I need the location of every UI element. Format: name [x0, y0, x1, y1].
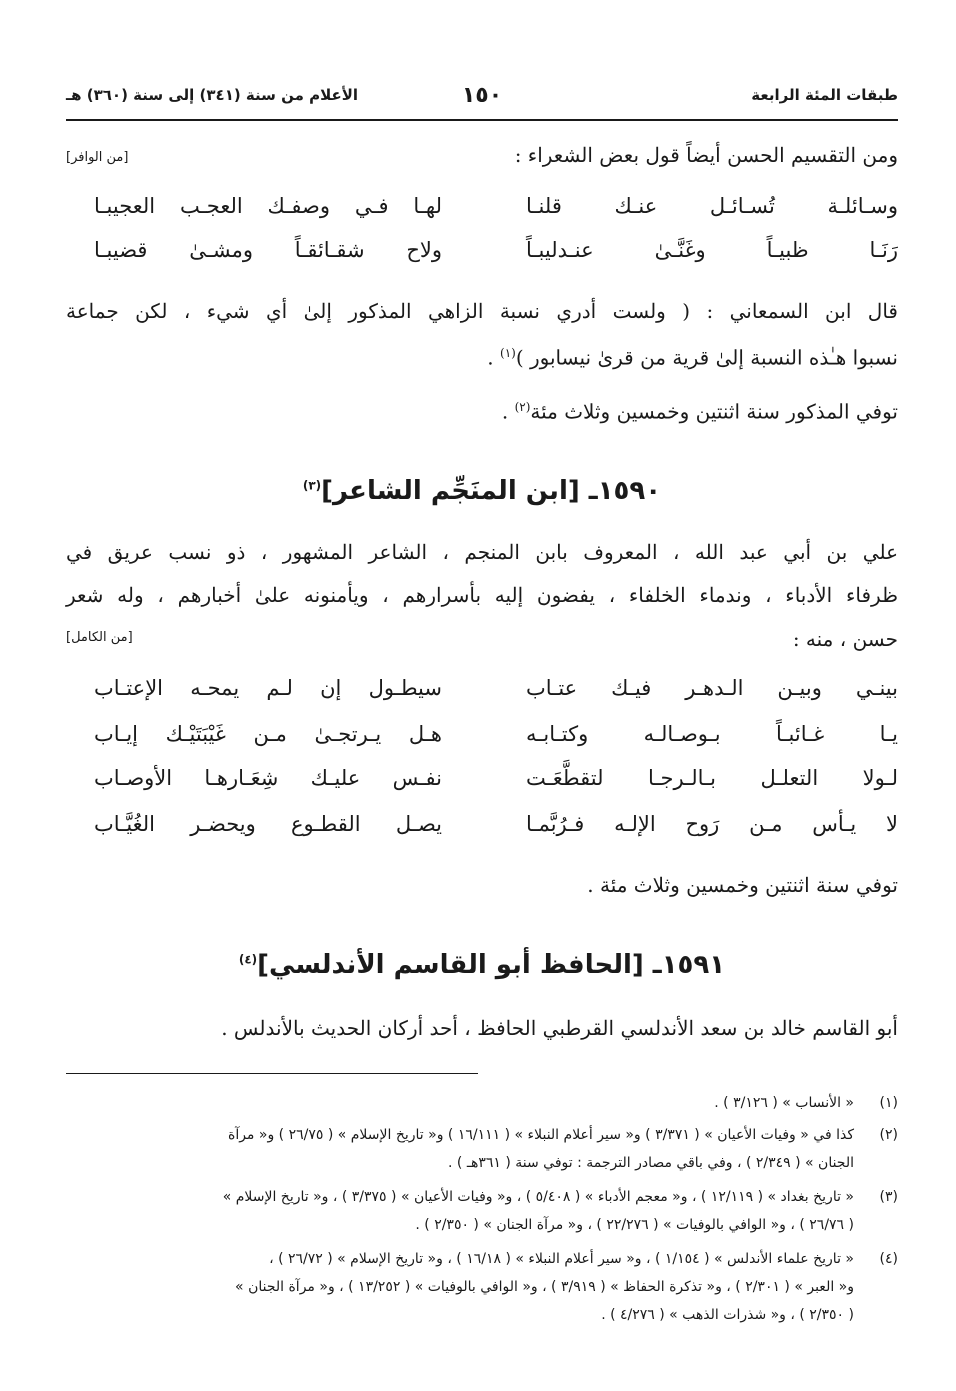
paragraph-end: . [487, 345, 501, 370]
footnote-body [66, 1121, 854, 1177]
footnote-number: (١) [879, 1095, 898, 1111]
header-section-title: طبقات المئة الرابعة [751, 86, 898, 104]
footnote-line: و« العبر » ( ٢/٣٠١ ) ، و« تذكرة الحفاظ » ( ٣/٩١٩ ) ، و« الوافي بالوفيات » ( ١٣/٢٥٢ ) ، و« مرآة الجنان » [235, 1279, 854, 1295]
paragraph-text: توفي المذكور سنة اثنتين وخمسين وثلاث مئة [530, 399, 898, 424]
verse-second-hemistich: يصـل القطـوع ويحضـر الغُيَّـاب [94, 812, 442, 836]
verse-first-hemistich: لـولا التعلـل بـالـرجـا لتقطَّعَـت [526, 766, 898, 790]
paragraph-line: قال ابن السمعاني : ( ولست أدري نسبة الزاهي المذكور إلىٰ أي شيء ، لكن جماعة [66, 299, 898, 323]
footnote-number: (٤) [879, 1251, 898, 1267]
paragraph-line: علي بن أبي عبد الله ، المعروف بابن المنجم ، الشاعر المشهور ، ذو نسب عريق في [66, 540, 898, 564]
footnote-ref[interactable]: (٣) [302, 478, 322, 493]
paragraph-text: نسبوا هـٰذه النسبة إلىٰ قرية من قرىٰ نيسابور ) [515, 345, 898, 370]
footnote-ref[interactable]: (٤) [238, 952, 258, 967]
intro-text: ومن التقسيم الحسن أيضاً قول بعض الشعراء : [514, 143, 898, 167]
entry-title [66, 950, 898, 980]
running-header [66, 83, 898, 112]
verse-second-hemistich: نفـس عليـك شِعَـارهـا الأوصـاب [94, 766, 442, 790]
footnote [66, 1121, 898, 1177]
footnote-line: ( ٢٦/٧٦ ) ، و« الوافي بالوفيات » ( ٢٢/٢٧٦ ) ، و« مرآة الجنان » ( ٢/٣٥٠ ) . [415, 1217, 854, 1233]
footnote-line: ( ٢/٣٥٠ ) ، و« شذرات الذهب » ( ٤/٢٧٦ ) . [601, 1307, 854, 1323]
page-number: ١٥٠ [461, 83, 503, 108]
meter-label: [من الوافر] [66, 150, 129, 165]
paragraph-line: ظرفاء الأدباء ، وندماء الخلفاء ، يفضون إليه بأسرارهم ، ويأمنونه علىٰ أخبارهم ، وله شعر [66, 583, 898, 607]
verse-line [66, 238, 898, 270]
verse-line [66, 722, 898, 754]
footnote-number: (٢) [879, 1127, 898, 1143]
paragraph-line: حسن ، منه : [792, 627, 898, 651]
verse-first-hemistich: بينـي وبيـن الـدهـر فيـك عتـاب [526, 676, 898, 700]
book-page [66, 0, 898, 1391]
footnote-line: « تاريخ علماء الأندلس » ( ١/١٥٤ ) ، و« سير أعلام النبلاء » ( ١٦/١٨ ) ، و« تاريخ الإسلام » ( ٢٦/٧٢ ) ، [269, 1251, 854, 1267]
verse-first-hemistich: يـا غـائبـاً بـوصـالـه وكتـابـه [526, 722, 898, 746]
footnote [66, 1089, 898, 1117]
verse-first-hemistich: وسـائلـة تُسـائـل عنـك قلنـا [526, 194, 898, 218]
verse-first-hemistich: لا يـأس مـن رَوح الإلـه فـرُبَّمـا [526, 812, 898, 836]
paragraph-line [66, 338, 898, 373]
footnote-ref[interactable]: (١) [500, 346, 516, 360]
paragraph-line: توفي سنة اثنتين وخمسين وثلاث مئة . [587, 873, 898, 897]
verse-second-hemistich: ولاح شقـائقـاً ومشـىٰ قضيبـا [94, 238, 442, 262]
paragraph-line [66, 392, 898, 427]
verse-line [66, 194, 898, 226]
header-divider [66, 119, 898, 121]
entry-title-text: ١٥٩١ـ [الحافظ أبو القاسم الأندلسي] [257, 950, 726, 980]
verse-second-hemistich: لهـا فـي وصفـك العجـب العجيبـا [94, 194, 442, 218]
verse-line [66, 676, 898, 708]
paragraph-line: أبو القاسم خالد بن سعد الأندلسي القرطبي الحافظ ، أحد أركان الحديث بالأندلس . [221, 1016, 898, 1040]
verse-first-hemistich: رَنَـا ظبيـاً وغَنَّـىٰ عنـدليبـاً [526, 238, 898, 262]
intro-line [66, 140, 898, 170]
footnote-line: الجنان » ( ٢/٣٤٩ ) ، وفي باقي مصادر الترجمة : توفي سنة ( ٣٦١هـ ) . [448, 1155, 854, 1171]
paragraph-end: . [501, 399, 515, 424]
footnote-line: « تاريخ بغداد » ( ١٢/١١٩ ) ، و« معجم الأدباء » ( ٥/٤٠٨ ) ، و« وفيات الأعيان » ( ٣/٣٧٥ ) ، و« تاريخ الإسلام » [222, 1189, 854, 1205]
footnote-body [66, 1245, 854, 1329]
verse-line [66, 812, 898, 844]
entry-title-text: ١٥٩٠ـ [ابن المنَجِّم الشاعر] [321, 476, 662, 506]
footnote-ref[interactable]: (٢) [514, 400, 531, 414]
footnote-body [66, 1183, 854, 1239]
footnote-line: كذا في « وفيات الأعيان » ( ٣/٣٧١ ) و« سير أعلام النبلاء » ( ١٦/١١١ ) و« تاريخ الإسلام » ( ٢٦/٧٥ ) و« مرآة [227, 1127, 854, 1143]
footnote-divider [66, 1073, 478, 1074]
verse-second-hemistich: سيطـول إن لـم يمحـه الإعتـاب [94, 676, 442, 700]
footnote-body [66, 1089, 854, 1117]
entry-title [66, 476, 898, 506]
footnote-number: (٣) [879, 1189, 898, 1205]
verse-line [66, 766, 898, 798]
footnote [66, 1183, 898, 1239]
footnote [66, 1245, 898, 1329]
header-period-range: الأعلام من سنة (٣٤١) إلى سنة (٣٦٠) هـ [66, 86, 359, 104]
meter-label: [من الكامل] [66, 630, 133, 645]
footnote-line: « الأنساب » ( ٣/١٢٦ ) . [714, 1095, 854, 1111]
verse-second-hemistich: هـل يـرتجـىٰ مـن غَيْبَتَيْـك إيـاب [94, 722, 442, 746]
